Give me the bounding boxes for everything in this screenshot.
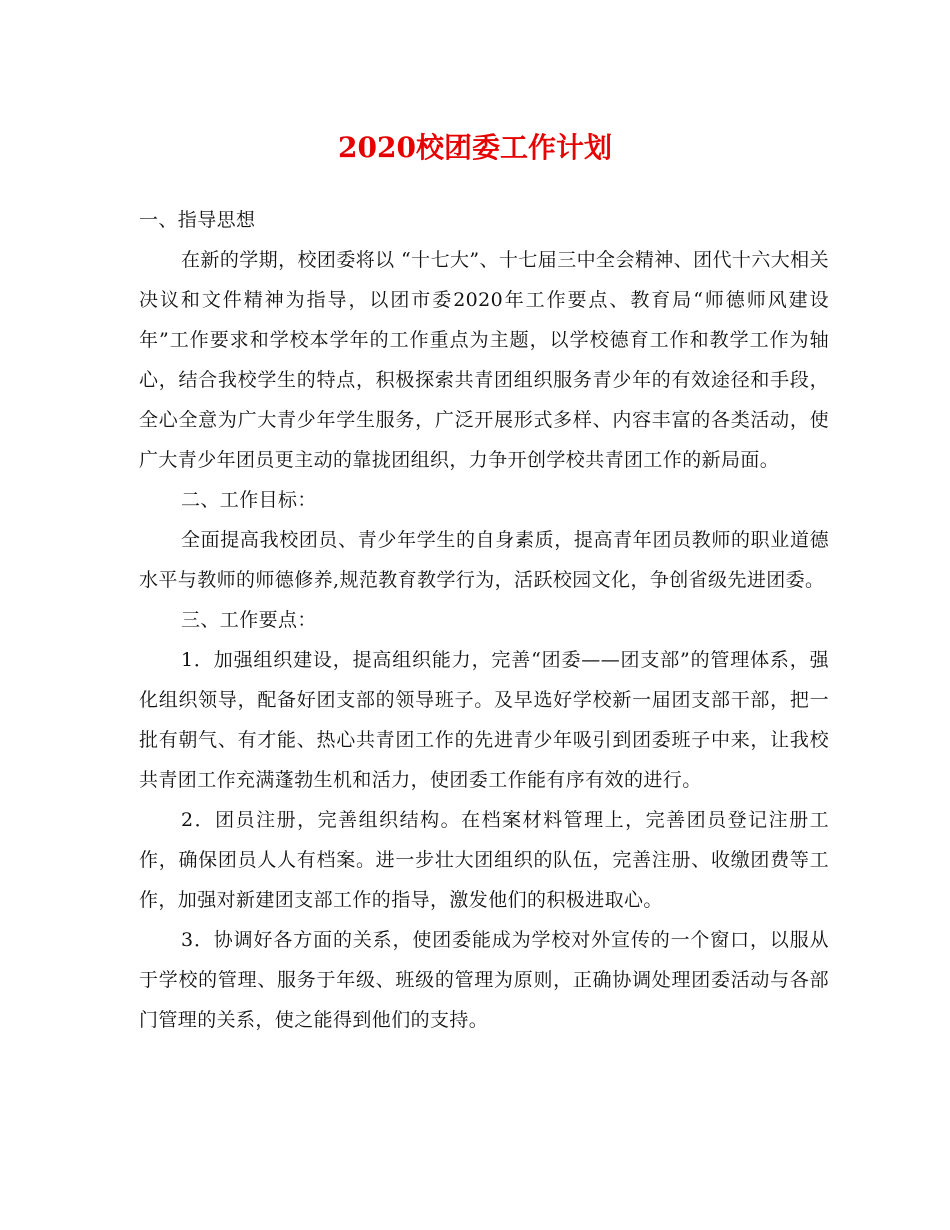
section-1-paragraph: 在新的学期，校团委将以 “十七大”、十七届三中全会精神、团代十六大相关决议和文件精神为指导，以团市委2020年工作要点、教育局“师德师风建设年”工作要求和学校本学年的工作重点为主题，以学校德育工作和教学工作为轴心，结合我校学生的特点，积极探索共青团组织服务青少年的有效途径和手段，全心全意为广大青少年学生服务，广泛开展形式多样、内容丰富的各类活动，使广大青少年团员更主动的靠拢团组织，力争开创学校共青团工作的新局面。 [139,249,829,471]
section-3-item-3: 3．协调好各方面的关系，使团委能成为学校对外宣传的一个窗口，以服从于学校的管理、服务于年级、班级的管理为原则，正确协调处理团委活动与各部门管理的关系，使之能得到他们的支持。 [139,929,829,1031]
section-3-item-2: 2．团员注册，完善组织结构。在档案材料管理上，完善团员登记注册工作，确保团员人人有档案。进一步壮大团组织的队伍，完善注册、收缴团费等工作，加强对新建团支部工作的指导，激发他们的积极进取心。 [139,809,829,911]
document-body [139,200,829,1040]
section-2-paragraph: 全面提高我校团员、青少年学生的自身素质，提高青年团员教师的职业道德水平与教师的师德修养,规范教育教学行为，活跃校园文化，争创省级先进团委。 [139,529,829,591]
section-3-heading: 三、工作要点： [181,609,317,631]
section-3-item-1: 1．加强组织建设，提高组织能力，完善“团委——团支部”的管理体系，强化组织领导，配备好团支部的领导班子。及早选好学校新一届团支部干部，把一批有朝气、有才能、热心共青团工作的先进青少年吸引到团委班子中来，让我校共青团工作充满蓬勃生机和活力，使团委工作能有序有效的进行。 [139,649,829,791]
document-title: 2020校团委工作计划 [338,131,612,164]
section-1-heading: 一、指导思想 [139,209,256,231]
section-2-heading: 二、工作目标： [181,489,317,511]
